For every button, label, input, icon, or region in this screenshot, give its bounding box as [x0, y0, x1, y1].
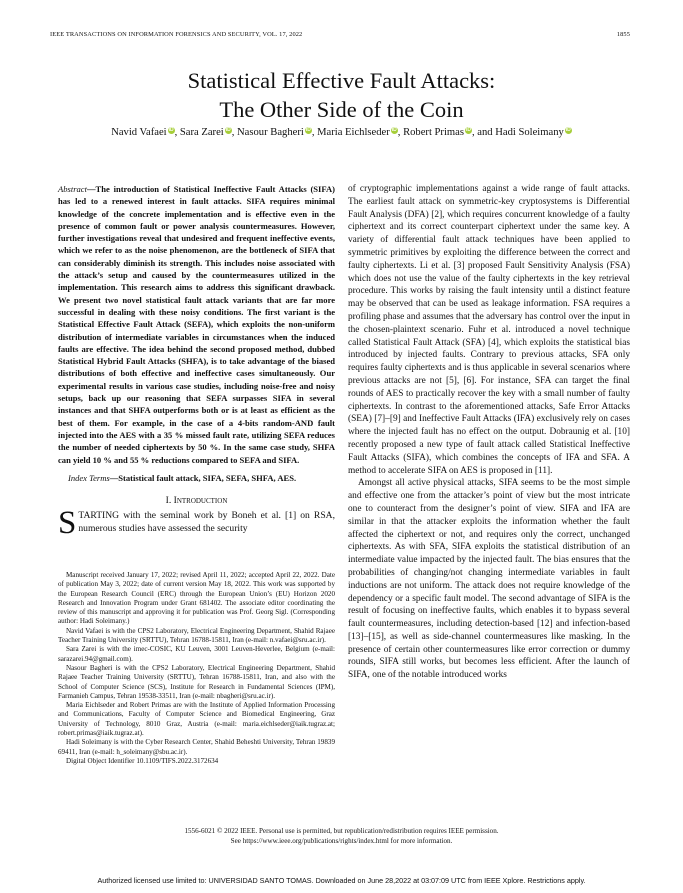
- author-separator: ,: [174, 127, 180, 138]
- footnote: Sara Zarei is with the imec-COSIC, KU Leuven, 3001 Leuven-Heverlee, Belgium (e-mail: sarazarei.94@gmail.com).: [58, 645, 335, 663]
- index-terms-text: —Statistical fault attack, SIFA, SEFA, SHFA, AES.: [109, 472, 297, 483]
- drop-cap: S: [58, 505, 77, 542]
- footnote: Hadi Soleimany is with the Cyber Research Center, Shahid Beheshti University, Tehran 19839 69411, Iran (e-mail: h_soleimany@sbu.ac.ir).: [58, 738, 335, 756]
- body-paragraph: Amongst all active physical attacks, SIFA seems to be the most simple and effective one from the attacker’s point of view but the most intricate one to counteract from the designer’s point of view. SIFA and IFA are similar in that the attacker exploits the information whether the fault affected the ciphertext or not, and requires only the correct, unchanged ciphertexts. As with SFA, SIFA exploits the statistical distribution of an intermediate value impacted by the injected fault. The bias ensures that the probabilities of changing/not changing intermediate variables in fault inductions are not uniform. The attack does not require knowledge of the dependency or a specific fault model. The second advantage of SIFA is the result of focusing on ineffective faults, which enables it to bypass several fault countermeasures, including detection-based [12] and infection-based [13]–[15], as well as side-channel countermeasures like masking. In the presence of certain other countermeasures like error correction or dummy rounds, SIFA still works, but becomes less efficient. After the launch of SIFA, one of the notable introduced works: [348, 478, 630, 681]
- author-name: Sara Zarei: [179, 127, 224, 138]
- intro-text: with the seminal work by Boneh et al. [1] on RSA, numerous studies have assessed the security: [78, 510, 335, 535]
- footnote: Maria Eichlseder and Robert Primas are with the Institute of Applied Information Processing and Communications, Faculty of Computer Science and Biomedical Engineering, Graz University of Technology, 8010 Graz, Austria (e-mail: maria.eichlseder@iaik.tugraz.at; robert.primas@iaik.tugraz.at).: [58, 701, 335, 738]
- index-terms-label: Index Terms: [68, 472, 110, 483]
- intro-paragraph: [58, 505, 335, 542]
- orcid-icon[interactable]: iD: [391, 127, 397, 133]
- footnote: Manuscript received January 17, 2022; revised April 11, 2022; accepted April 22, 2022. Date of publication May 3, 2022; date of current version May 18, 2022. This work was supported by the European Research Council (ERC) through the European Union’s (EU) Horizon 2020 Research and Innovation Program under Grant 681402. The associate editor coordinating the review of this manuscript and approving it for publication was Prof. Georg Sigl. (Corresponding author: Hadi Soleimany.): [58, 571, 335, 626]
- orcid-icon[interactable]: iD: [225, 127, 231, 133]
- author-separator: ,: [231, 127, 238, 138]
- page-number: 1855: [616, 31, 630, 38]
- index-terms: [58, 472, 335, 484]
- footnote: Navid Vafaei is with the CPS2 Laboratory, Electrical Engineering Department, Shahid Rajaee Teacher Training University (SRTTU), Tehran 16788-15811, Iran (e-mail: n.vafaei@sru.ac.ir).: [58, 626, 335, 645]
- orcid-icon[interactable]: iD: [565, 127, 571, 133]
- copyright-notice: [0, 826, 683, 846]
- orcid-icon[interactable]: iD: [465, 127, 471, 133]
- body-paragraph: of cryptographic implementations against a wide range of fault attacks. The earliest fault attack on symmetric-key cryptosystems is Differential Fault Analysis (DFA) [2], which requires concurrent knowledge of a faulty ciphertext and its correct counterpart ciphertext under the same key. A variety of differential fault attack techniques have been applied to symmetric primitives by exploiting the difference between the correct and faulty ciphertexts. Li et al. [3] proposed Fault Sensitivity Analysis (FSA) which does not use the value of the faulty ciphertexts in the key retrieval procedure. This works by raising the fault intensity until a distinct feature may be observed that can be used as leakage information. FSA requires a profiling phase and assumes that the adversary has control over the input in the chosen-plaintext scenario. Fuhr et al. introduced a novel technique called Statistical Fault Attack (SFA) [4], which exploits the statistical bias introduced by injected faults. Contrary to previous attacks, SFA only requires faulty ciphertexts and is thus applicable in several scenarios where previous attacks are not [5], [6]. For instance, SFA can target the final rounds of AES to practically recover the key with a small number of faulty ciphertexts. In contrast to the aforementioned attacks, Safe Error Attacks (SEA) [7]–[9] and Ineffective Fault Attacks (IFA) exclusively rely on cases where the injected fault has no effect on the output. Dobraunig et al. [10] recently proposed a new type of fault attack called Statistical Ineffective Fault Attacks (SIFA), which combines the concepts of IFA and SFA. A method to accelerate SIFA on AES is proposed in [11].: [348, 184, 630, 476]
- author-name: Hadi Soleimany: [495, 127, 564, 138]
- footnotes: [58, 571, 335, 766]
- abstract-label: Abstract: [58, 184, 87, 194]
- right-column: [348, 183, 630, 682]
- author-separator: ,: [397, 127, 404, 138]
- orcid-icon[interactable]: iD: [168, 127, 174, 133]
- orcid-icon[interactable]: iD: [305, 127, 311, 133]
- abstract-text: —The introduction of Statistical Ineffective Fault Attacks (SIFA) has led to a renewed interest in fault attacks. SIFA requires minimal knowledge of the concrete implementation and is effective even in the presence of common fault or power analysis countermeasures. However, further investigations reveal that undesired and frequent ineffective events, which we refer to as the noise phenomenon, are the bottleneck of SIFA that can considerably diminish its strength. This includes noise associated with the attack’s setup and caused by the countermeasures utilized in the implementation. This research aims to address this significant drawback. We present two novel statistical fault attack variants that are far more successful in dealing with these noisy conditions. The first variant is the Statistical Effective Fault Attack (SEFA), which exploits the non-uniform distribution of intermediate variables in circumstances when the induced faults are effective. The idea behind the second proposed method, dubbed Statistical Hybrid Fault Attacks (SHFA), is to take advantage of the biased distributions of both effective and ineffective cases simultaneously. Our experimental results in various case studies, including noise-free and noisy setups, back up our reasoning that SEFA surpasses SIFA in several instances and that SHFA outperforms both or is at least as efficient as the best of them. For example, in the case of a 4-bits random-AND fault injected into the AES with a 35 % missed fault rate, utilizing SEFA reduces the number of needed ciphertexts by 50 %. In the same case study, SHFA can yield 10 % and 55 % reductions compared to SEFA and SIFA.: [58, 184, 335, 465]
- section-title: Introduction: [173, 495, 228, 507]
- copyright-line-1: 1556-6021 © 2022 IEEE. Personal use is permitted, but republication/redistribution requires IEEE permission.: [184, 827, 499, 835]
- title-line-2: The Other Side of the Coin: [219, 97, 464, 122]
- author-separator: , and: [471, 127, 496, 138]
- authorized-use-notice: Authorized licensed use limited to: UNIVERSIDAD SANTO TOMAS. Downloaded on June 28,2022 at 03:07:09 UTC from IEEE Xplore. Restrictions apply.: [97, 876, 586, 885]
- author-name: Nasour Bagheri: [237, 127, 304, 138]
- author-name: Maria Eichlseder: [317, 127, 390, 138]
- left-column: [58, 183, 335, 542]
- author-name: Navid Vafaei: [111, 127, 167, 138]
- running-header-journal: IEEE TRANSACTIONS ON INFORMATION FORENSICS AND SECURITY, VOL. 17, 2022: [50, 31, 303, 38]
- copyright-line-2: See https://www.ieee.org/publications/rights/index.html for more information.: [230, 837, 453, 845]
- paper-title: [0, 66, 683, 124]
- footnote: Digital Object Identifier 10.1109/TIFS.2022.3172634: [66, 756, 219, 765]
- section-number: I.: [165, 495, 174, 507]
- author-separator: ,: [311, 127, 318, 138]
- intro-lead: TARTING: [78, 510, 120, 522]
- author-list: [0, 127, 683, 138]
- title-line-1: Statistical Effective Fault Attacks:: [187, 68, 496, 93]
- author-name: Robert Primas: [403, 127, 464, 138]
- section-heading: [58, 495, 335, 507]
- abstract: [58, 183, 335, 466]
- footnote: Nasour Bagheri is with the CPS2 Laboratory, Electrical Engineering Department, Shahid Rajaee Teacher Training University (SRTTU), Tehran 16788-15811, Iran, and also with the School of Computer Science (SCS), Institute for Research in Fundamental Sciences (IPM), Farmanieh Campus, Tehran 19538-33511, Iran (e-mail: nbagheri@sru.ac.ir).: [58, 663, 335, 700]
